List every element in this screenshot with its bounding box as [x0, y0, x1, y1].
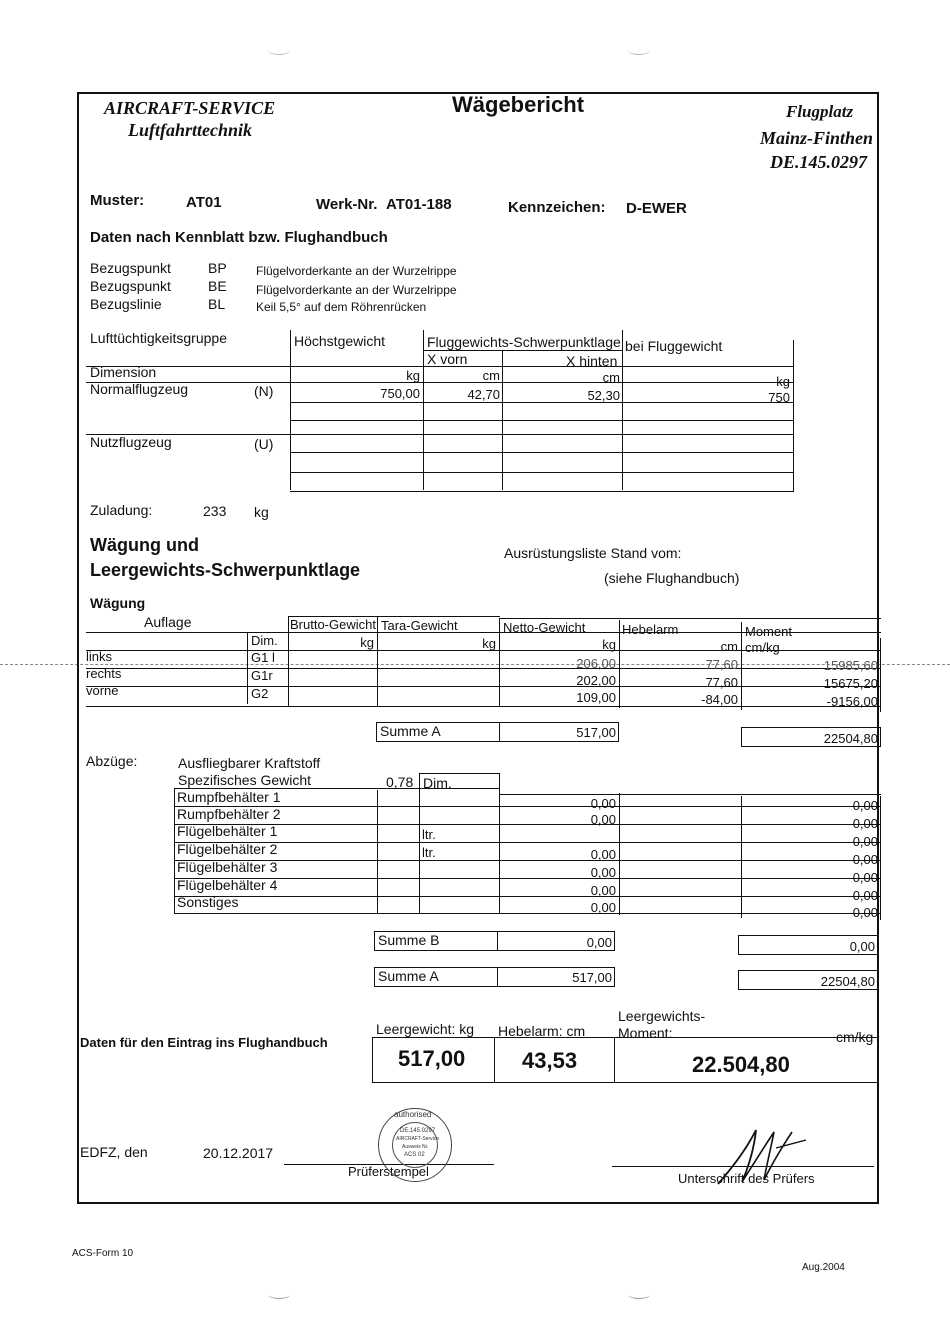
col-moment: Moment — [745, 624, 792, 639]
unit-cmkg: cm/kg — [745, 640, 780, 655]
ref-label: Bezugspunkt — [90, 278, 171, 294]
col-at-header: bei Fluggewicht — [625, 338, 723, 354]
normal-xv: 42,70 — [467, 387, 500, 402]
hebelarm-value: 43,53 — [522, 1048, 578, 1073]
spec-label: Spezifisches Gewicht — [178, 772, 312, 788]
row-code: G1 l — [251, 650, 275, 665]
muster-value: AT01 — [186, 194, 222, 211]
dim-label: Dim. — [251, 633, 278, 648]
row-code: G2 — [251, 686, 269, 701]
zuladung-label: Zuladung: — [90, 502, 153, 518]
spec-dim: Dim. — [423, 775, 452, 791]
ref-desc: Flügelvorderkante an der Wurzelrippe — [256, 264, 457, 278]
normal-label: Normalflugzeug — [90, 381, 189, 397]
muster-label: Muster: — [90, 192, 145, 209]
ref-desc: Keil 5,5° auf dem Röhrenrücken — [256, 300, 427, 314]
leergewicht-label: Leergewicht: kg — [376, 1021, 475, 1037]
summe-a-final-value: 517,00 — [572, 970, 612, 985]
col-cg-header: Fluggewichts-Schwerpunktlage — [427, 334, 621, 350]
stamp-label: Prüferstempel — [348, 1164, 429, 1179]
unit-kg: kg — [406, 368, 420, 383]
unit-kg: kg — [360, 635, 374, 650]
page-title: Wägebericht — [452, 92, 585, 117]
kennzeichen-value: D-EWER — [626, 200, 687, 217]
col-netto: Netto-Gewicht — [503, 620, 586, 635]
row-name: rechts — [86, 666, 122, 681]
deduction-moment: 0,00 — [852, 834, 878, 849]
moment-unit: cm/kg — [836, 1029, 874, 1045]
normal-code: (N) — [254, 383, 274, 399]
werk-label: Werk-Nr. — [316, 196, 378, 213]
row-hebel: 77,60 — [705, 657, 738, 672]
place-label: EDFZ, den — [80, 1144, 148, 1160]
ref-label: Bezugslinie — [90, 296, 162, 312]
row-netto: 202,00 — [576, 673, 616, 688]
ref-desc: Flügelvorderkante an der Wurzelrippe — [256, 283, 457, 297]
hebelarm-label: Hebelarm: cm — [498, 1023, 586, 1039]
deduction-netto: 0,00 — [590, 847, 616, 862]
unit-kg: kg — [602, 637, 616, 652]
col-tara: Tara-Gewicht — [381, 618, 458, 633]
unit-kg: kg — [482, 636, 496, 651]
col-auflage: Auflage — [144, 614, 192, 630]
deduction-name: Rumpfbehälter 1 — [177, 789, 281, 805]
section-title: Leergewichts-Schwerpunktlage — [90, 560, 361, 580]
deduction-netto: 0,00 — [590, 796, 616, 811]
stamp-text: AIRCRAFT-Service — [396, 1136, 440, 1142]
kennzeichen-label: Kennzeichen: — [508, 199, 606, 216]
summe-a-final-moment: 22504,80 — [820, 974, 875, 989]
zuladung-unit: kg — [254, 504, 269, 520]
company-subtitle: Luftfahrttechnik — [128, 120, 253, 140]
deduction-name: Sonstiges — [177, 894, 239, 910]
datasheet-heading: Daten nach Kennblatt bzw. Flughandbuch — [90, 229, 388, 246]
ref-code: BP — [208, 260, 227, 276]
deduction-netto: 0,00 — [590, 812, 616, 827]
deduction-name: Flügelbehälter 4 — [177, 877, 278, 893]
airfield-label: Flugplatz — [786, 102, 854, 121]
col-brutto: Brutto-Gewicht — [290, 617, 376, 632]
moment-label: Leergewichts- — [618, 1008, 706, 1024]
row-netto: 206,00 — [576, 656, 616, 671]
equip-label: Ausrüstungsliste Stand vom: — [504, 545, 682, 561]
deduction-moment: 0,00 — [852, 905, 878, 920]
form-id: ACS-Form 10 — [72, 1248, 134, 1259]
scan-mark — [628, 1290, 650, 1299]
deduction-moment: 0,00 — [852, 870, 878, 885]
row-netto: 109,00 — [576, 690, 616, 705]
nutz-code: (U) — [254, 436, 274, 452]
unit-cm: cm — [482, 368, 500, 383]
nutz-label: Nutzflugzeug — [90, 434, 172, 450]
summe-b-moment: 0,00 — [849, 939, 875, 954]
deduction-name: Flügelbehälter 1 — [177, 823, 278, 839]
stamp-text: Ausweis Nr. — [402, 1144, 429, 1150]
deduction-name: Flügelbehälter 2 — [177, 841, 278, 857]
row-hebel: -84,00 — [701, 692, 738, 707]
col-group-header: Lufttüchtigkeitsgruppe — [90, 330, 227, 346]
deduction-dim: ltr. — [422, 845, 436, 860]
moment-value: 22.504,80 — [692, 1052, 790, 1077]
normal-at: 750 — [768, 390, 790, 405]
signature-label: Unterschrift des Prüfers — [678, 1171, 815, 1186]
col-hebel: Hebelarm — [622, 622, 679, 637]
airfield-name: Mainz-Finthen — [760, 128, 874, 148]
airfield-approval: DE.145.0297 — [770, 152, 868, 172]
summe-b-label: Summe B — [378, 932, 440, 948]
summe-b-value: 0,00 — [586, 935, 612, 950]
fuel-title: Ausfliegbarer Kraftstoff — [178, 755, 321, 771]
abzuege-label: Abzüge: — [86, 753, 138, 769]
date-value: 20.12.2017 — [203, 1145, 274, 1161]
deduction-netto: 0,00 — [590, 883, 616, 898]
unit-cm: cm — [602, 370, 620, 385]
handwritten-signature — [712, 1124, 812, 1190]
entry-label: Daten für den Eintrag ins Flughandbuch — [80, 1035, 328, 1050]
summe-a-value: 517,00 — [576, 725, 616, 740]
ref-code: BL — [208, 296, 226, 312]
row-moment: 15985,60 — [823, 658, 878, 673]
ref-label: Bezugspunkt — [90, 260, 171, 276]
unit-kg: kg — [776, 374, 790, 389]
form-version: Aug.2004 — [802, 1262, 845, 1273]
summe-a-label: Summe A — [380, 723, 441, 739]
zuladung-value: 233 — [203, 503, 227, 519]
stamp-text: authorised — [394, 1110, 432, 1119]
summe-a-moment: 22504,80 — [823, 731, 878, 746]
leergewicht-value: 517,00 — [398, 1046, 466, 1071]
deduction-dim: ltr. — [422, 827, 436, 842]
section-title: Wägung und — [90, 535, 199, 555]
unit-cm: cm — [720, 639, 738, 654]
deduction-netto: 0,00 — [590, 865, 616, 880]
deduction-moment: 0,00 — [852, 888, 878, 903]
company-name: AIRCRAFT-SERVICE — [104, 98, 276, 118]
deduction-netto: 0,00 — [590, 900, 616, 915]
row-code: G1r — [251, 668, 273, 683]
x-vorn-header: X vorn — [427, 351, 468, 367]
row-name: links — [86, 649, 113, 664]
row-moment: -9156,00 — [826, 694, 878, 709]
stamp-text: DE.145.0297 — [400, 1128, 436, 1134]
row-hebel: 77,60 — [705, 675, 738, 690]
moment-label: Moment: — [618, 1025, 673, 1041]
stamp-text: ACS 02 — [404, 1152, 425, 1158]
deduction-moment: 0,00 — [852, 816, 878, 831]
werk-value: AT01-188 — [386, 196, 452, 213]
row-name: vorne — [86, 683, 119, 698]
x-hinten-header: X hinten — [566, 353, 618, 369]
row-moment: 15675,20 — [823, 676, 878, 691]
normal-xh: 52,30 — [587, 388, 620, 403]
equip-note: (siehe Flughandbuch) — [604, 570, 740, 586]
deduction-moment: 0,00 — [852, 798, 878, 813]
weighing-heading: Wägung — [90, 595, 146, 611]
deduction-name: Rumpfbehälter 2 — [177, 806, 281, 822]
spec-value: 0,78 — [386, 774, 414, 790]
col-max-header: Höchstgewicht — [294, 333, 386, 349]
deduction-moment: 0,00 — [852, 852, 878, 867]
ref-code: BE — [208, 278, 227, 294]
dimension-label: Dimension — [90, 364, 157, 380]
scan-mark — [268, 1290, 290, 1299]
normal-max: 750,00 — [380, 386, 420, 401]
summe-a-final-label: Summe A — [378, 968, 439, 984]
deduction-name: Flügelbehälter 3 — [177, 859, 278, 875]
scan-mark — [628, 46, 650, 55]
scan-mark — [268, 46, 290, 55]
